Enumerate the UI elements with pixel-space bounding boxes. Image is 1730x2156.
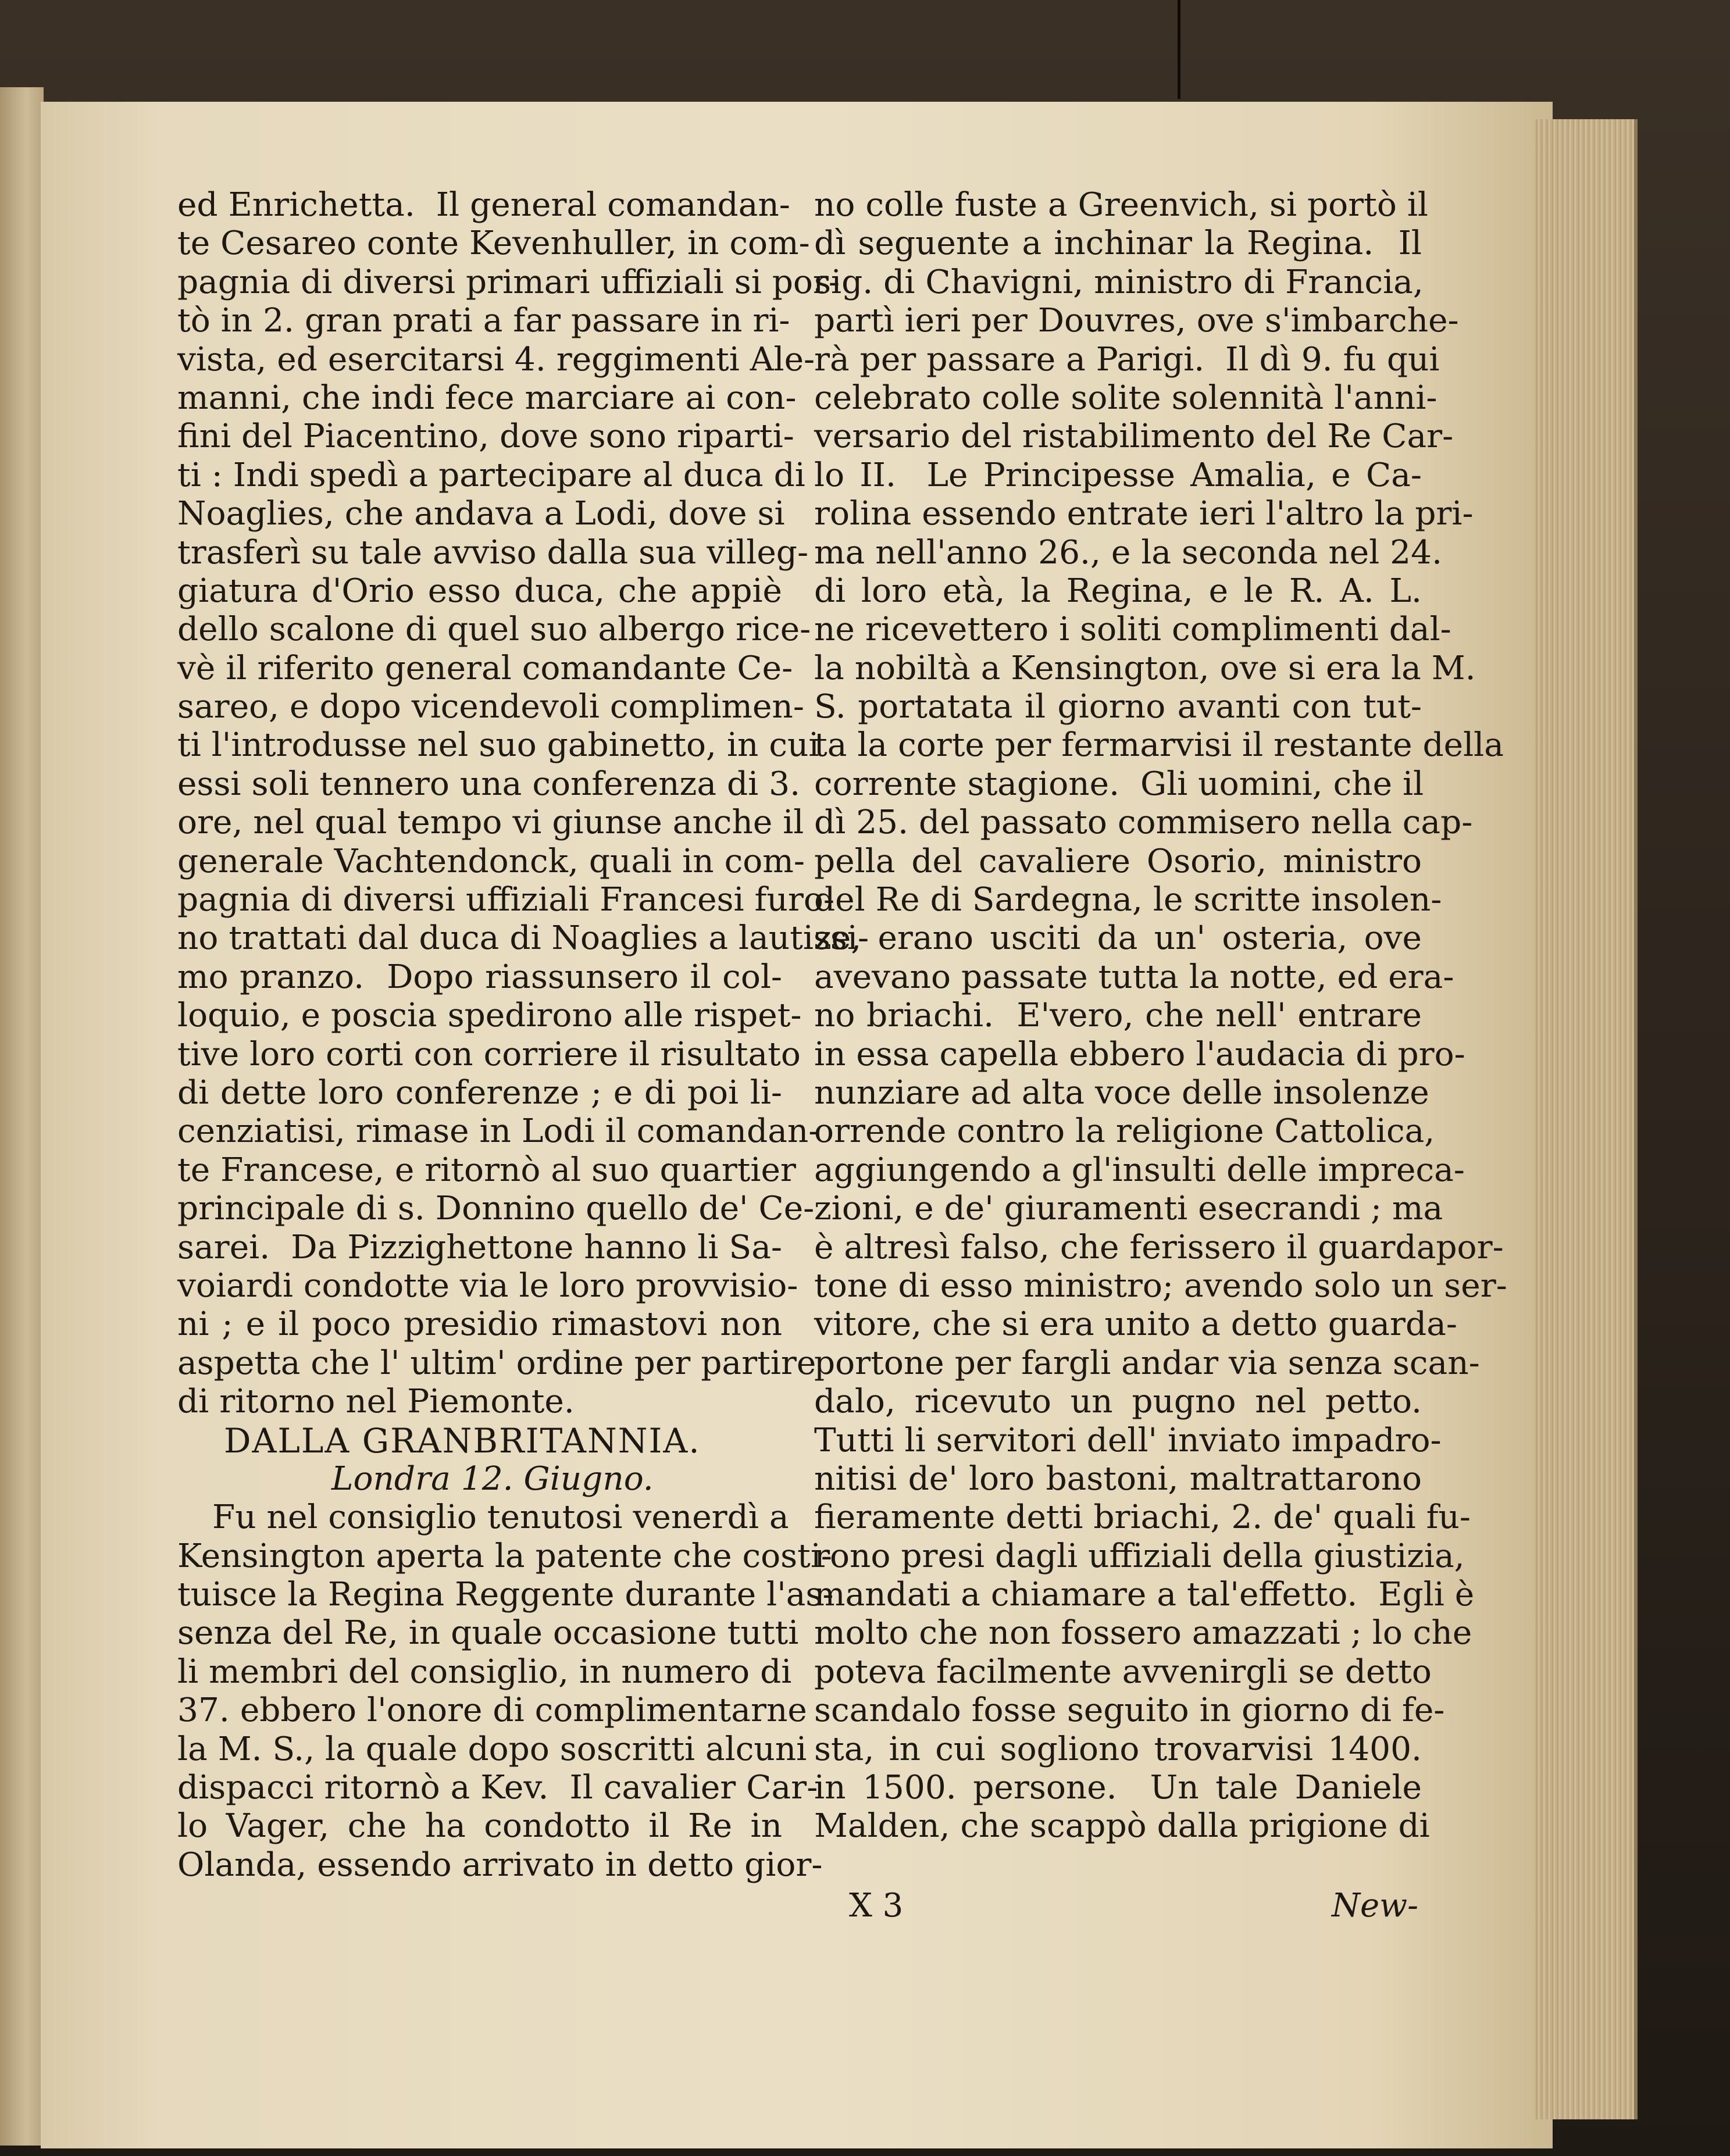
text-line: ta la corte per fermarvisi il restante della [814, 726, 1504, 765]
text-line: in 1500. persone. Un tale Daniele [814, 1769, 1422, 1807]
text-line: Noaglies, che andava a Lodi, dove si [177, 495, 785, 533]
text-line: aggiungendo a gl'insulti delle impreca- [814, 1151, 1465, 1189]
dateline: Londra 12. Giugno. [331, 1459, 654, 1498]
text-line: portone per fargli andar via senza scan- [814, 1344, 1480, 1382]
text-line: dalo, ricevuto un pugno nel petto. [814, 1383, 1422, 1421]
text-line: vista, ed esercitarsi 4. reggimenti Ale- [177, 340, 815, 379]
text-line: no colle fuste a Greenvich, si portò il [814, 186, 1428, 224]
text-line: cenziatisi, rimase in Lodi il comandan- [177, 1112, 820, 1151]
text-line: la M. S., la quale dopo soscritti alcuni [177, 1730, 807, 1768]
text-line: molto che non fossero amazzati ; lo che [814, 1614, 1472, 1652]
text-line: zioni, e de' giuramenti esecrandi ; ma [814, 1190, 1443, 1228]
text-line: senza del Re, in quale occasione tutti [177, 1614, 799, 1652]
text-line: corrente stagione. Gli uomini, che il [814, 765, 1424, 803]
text-line: no briachi. E'vero, che nell' entrare [814, 997, 1422, 1035]
facing-page-edge [0, 87, 44, 2146]
text-line: tuisce la Regina Reggente durante l'as- [177, 1576, 834, 1614]
text-line: Kensington aperta la patente che costi- [177, 1537, 832, 1575]
text-line: sarei. Da Pizzighettone hanno li Sa- [177, 1228, 782, 1266]
text-line: dello scalone di quel suo albergo rice- [177, 611, 811, 649]
text-line: in essa capella ebbero l'audacia di pro- [814, 1035, 1465, 1073]
text-line: generale Vachtendonck, quali in com- [177, 842, 805, 880]
text-line: li membri del consiglio, in numero di [177, 1652, 792, 1691]
text-line: versario del ristabilimento del Re Car- [814, 417, 1454, 456]
page-block-edges [1535, 119, 1638, 2119]
text-line: sareo, e dopo vicendevoli complimen- [177, 688, 804, 726]
text-line: dì 25. del passato commisero nella cap- [814, 804, 1473, 842]
text-line: nunziare ad alta voce delle insolenze [814, 1073, 1429, 1112]
text-line: 37. ebbero l'onore di complimentarne [177, 1691, 807, 1730]
text-line: sta, in cui sogliono trovarvisi 1400. [814, 1730, 1422, 1768]
text-line: dì seguente a inchinar la Regina. Il [814, 224, 1422, 263]
text-line: ed Enrichetta. Il general comandan- [177, 186, 790, 224]
text-line: ni ; e il poco presidio rimastovi non [177, 1305, 782, 1344]
text-line: te Cesareo conte Kevenhuller, in com- [177, 224, 810, 263]
text-line: lo II. Le Principesse Amalia, e Ca- [814, 456, 1422, 494]
text-line: pagnia di diversi primari uffiziali si por- [177, 263, 840, 301]
text-line: no trattati dal duca di Noaglies a lautissi- [177, 919, 869, 958]
signature-mark: X 3 [849, 1887, 904, 1925]
text-line: di loro età, la Regina, e le R. A. L. [814, 572, 1422, 610]
text-line: ze, erano usciti da un' osteria, ove [814, 919, 1422, 958]
text-line: voiardi condotte via le loro provvisio- [177, 1266, 798, 1305]
text-line: Olanda, essendo arrivato in detto gior- [177, 1846, 823, 1884]
text-line: scandalo fosse seguito in giorno di fe- [814, 1691, 1445, 1730]
right-paragraph [814, 186, 1507, 1846]
text-line: ne ricevettero i soliti complimenti dal- [814, 611, 1451, 649]
text-line: trasferì su tale avviso dalla sua villeg- [177, 533, 809, 572]
text-line: partì ieri per Douvres, ove s'imbarche- [814, 302, 1459, 340]
text-line: poteva facilmente avvenirgli se detto [814, 1652, 1432, 1691]
text-line: ma nell'anno 26., e la seconda nel 24. [814, 533, 1443, 572]
text-line: pagnia di diversi uffiziali Francesi furo- [177, 881, 834, 919]
text-line: rà per passare a Parigi. Il dì 9. fu qui [814, 340, 1440, 379]
text-line: fini del Piacentino, dove sono riparti- [177, 417, 794, 456]
left-paragraph-1 [177, 186, 869, 1422]
text-line: ore, nel qual tempo vi giunse anche il [177, 804, 804, 842]
text-line: dispacci ritornò a Kev. Il cavalier Car- [177, 1769, 818, 1807]
text-line: mo pranzo. Dopo riassunsero il col- [177, 958, 782, 996]
text-line: ti : Indi spedì a partecipare al duca di [177, 456, 805, 494]
text-line: essi soli tennero una conferenza di 3. [177, 765, 801, 803]
text-line: vitore, che si era unito a detto guarda- [814, 1305, 1457, 1344]
text-line: la nobiltà a Kensington, ove si era la M. [814, 649, 1476, 687]
text-line: vè il riferito general comandante Ce- [177, 649, 793, 687]
text-line: ti l'introdusse nel suo gabinetto, in cui [177, 726, 819, 765]
text-line: di dette loro conferenze ; e di poi li- [177, 1073, 782, 1112]
text-line: avevano passate tutta la notte, ed era- [814, 958, 1454, 996]
text-line: mandati a chiamare a tal'effetto. Egli è [814, 1576, 1475, 1614]
text-line: giatura d'Orio esso duca, che appiè [177, 572, 782, 610]
text-line: celebrato colle solite solennità l'anni- [814, 379, 1437, 417]
text-line: sig. di Chavigni, ministro di Francia, [814, 263, 1424, 301]
text-line: rono presi dagli uffiziali della giustizia, [814, 1537, 1465, 1575]
text-line: tive loro corti con corriere il risultato [177, 1035, 801, 1073]
text-line: di ritorno nel Piemonte. [177, 1383, 575, 1421]
left-text-column [177, 186, 869, 1884]
text-line: principale di s. Donnino quello de' Ce- [177, 1190, 815, 1228]
text-line: orrende contro la religione Cattolica, [814, 1112, 1435, 1151]
text-line: manni, che indi fece marciare ai con- [177, 379, 797, 417]
section-heading: DALLA GRANBRITANNIA. [224, 1420, 701, 1461]
left-paragraph-2 [177, 1498, 834, 1884]
text-line: Tutti li servitori dell' inviato impadro- [814, 1421, 1442, 1459]
text-line: pella del cavaliere Osorio, ministro [814, 842, 1422, 880]
text-line: Fu nel consiglio tenutosi venerdì a [212, 1498, 789, 1537]
text-line: è altresì falso, che ferissero il guardapor- [814, 1228, 1504, 1266]
spine-line [1178, 0, 1180, 99]
text-line: te Francese, e ritornò al suo quartier [177, 1151, 796, 1189]
text-line: lo Vager, che ha condotto il Re in [177, 1807, 782, 1846]
text-line: nitisi de' loro bastoni, maltrattarono [814, 1459, 1422, 1498]
text-line: loquio, e poscia spedirono alle rispet- [177, 997, 802, 1035]
text-line: S. portatata il giorno avanti con tut- [814, 688, 1422, 726]
right-text-column [814, 186, 1507, 1846]
catchword: New- [1332, 1887, 1418, 1925]
text-line: tò in 2. gran prati a far passare in ri- [177, 302, 790, 340]
text-line: del Re di Sardegna, le scritte insolen- [814, 881, 1442, 919]
text-line: tone di esso ministro; avendo solo un ser- [814, 1266, 1507, 1305]
text-line: Malden, che scappò dalla prigione di [814, 1807, 1430, 1846]
text-line: rolina essendo entrate ieri l'altro la pri- [814, 495, 1474, 533]
text-line: aspetta che l' ultim' ordine per partire [177, 1344, 816, 1382]
text-line: fieramente detti briachi, 2. de' quali fu- [814, 1498, 1471, 1537]
